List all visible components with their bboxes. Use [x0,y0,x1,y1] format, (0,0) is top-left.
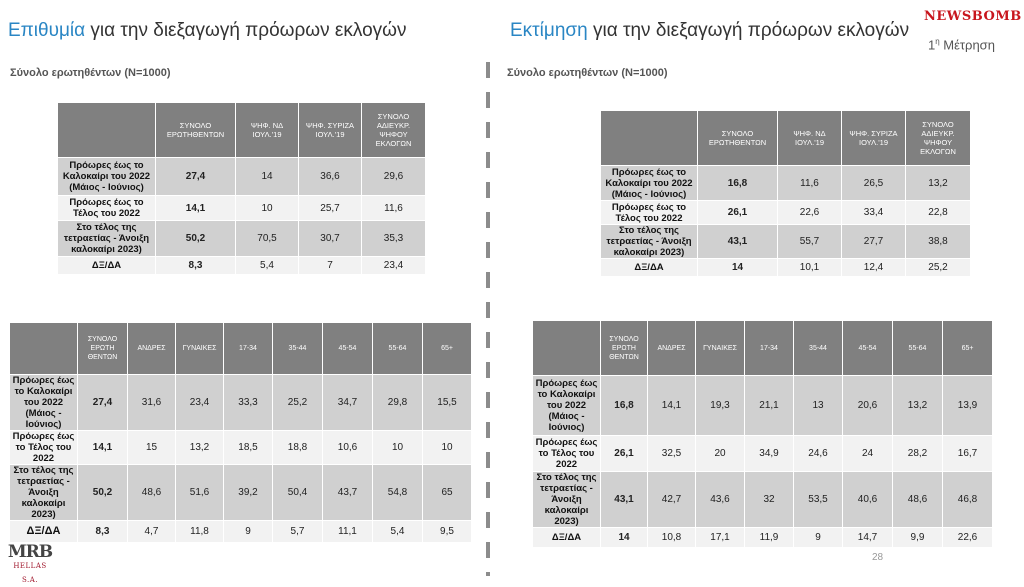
cell: 55,7 [778,225,842,259]
cell: 9 [224,521,273,543]
cell: 22,8 [906,201,971,225]
cell: 13,2 [906,166,971,201]
col-header: 35-44 [273,323,323,375]
cell: 16,8 [601,376,648,436]
col-header: 45-54 [843,321,893,376]
left-table-demographics [9,322,472,543]
cell: 34,7 [323,375,373,431]
cell: 30,7 [299,221,362,257]
col-header: 55-64 [373,323,423,375]
table-row [601,166,971,201]
cell: 43,7 [323,465,373,521]
table-row [601,259,971,277]
cell: 14,1 [648,376,696,436]
cell: 13 [794,376,843,436]
cell: 26,1 [698,201,778,225]
cell: 50,4 [273,465,323,521]
cell: 40,6 [843,472,893,528]
cell: 42,7 [648,472,696,528]
col-header: ΨΗΦ. ΣΥΡΙΖΑ ΙΟΥΛ.'19 [842,111,906,166]
measurement-label: $1^\eta$ Μέτρηση [928,37,995,53]
cell: 54,8 [373,465,423,521]
table-row [10,431,472,465]
cell: 53,5 [794,472,843,528]
col-header: ΑΝΔΡΕΣ [648,321,696,376]
cell: 5,4 [373,521,423,543]
row-label: Πρόωρες έως το Καλοκαίρι του 2022 (Μάιος - Ιούνιος) [10,375,78,431]
table-corner [58,103,156,158]
cell: 14,1 [78,431,128,465]
cell: 14 [601,528,648,548]
cell: 39,2 [224,465,273,521]
cell: 18,5 [224,431,273,465]
col-header: ΓΥΝΑΙΚΕΣ [696,321,745,376]
table-row [58,158,426,196]
row-label: Πρόωρες έως το Τέλος του 2022 [601,201,698,225]
table-row [533,376,993,436]
table-row [601,201,971,225]
cell: 9,5 [423,521,472,543]
cell: 27,7 [842,225,906,259]
col-header: 55-64 [893,321,943,376]
left-subtitle: Σύνολο ερωτηθέντων (N=1000) [10,67,171,79]
cell: 9 [794,528,843,548]
cell: 25,2 [906,259,971,277]
table-corner [10,323,78,375]
cell: 15 [128,431,176,465]
cell: 11,6 [362,196,426,221]
row-label: ΔΞ/ΔΑ [58,257,156,275]
cell: 10,1 [778,259,842,277]
cell: 10,6 [323,431,373,465]
cell: 8,3 [156,257,236,275]
table-corner [533,321,601,376]
table-row [10,521,472,543]
cell: 13,2 [176,431,224,465]
cell: 11,1 [323,521,373,543]
page-number: 28 [872,552,884,563]
col-header: ΨΗΦ. ΝΔ ΙΟΥΛ.'19 [778,111,842,166]
table-row [533,436,993,472]
cell: 24 [843,436,893,472]
cell: 22,6 [778,201,842,225]
table-row [533,472,993,528]
cell: 27,4 [78,375,128,431]
cell: 34,9 [745,436,794,472]
table-row [58,221,426,257]
cell: 32 [745,472,794,528]
row-label: Πρόωρες έως το Τέλος του 2022 [10,431,78,465]
row-label: ΔΞ/ΔΑ [601,259,698,277]
cell: 19,3 [696,376,745,436]
col-header: 35-44 [794,321,843,376]
left-title: Επιθυμία για την διεξαγωγή πρόωρων εκλογών [8,20,407,41]
col-header: ΣΥΝΟΛΟ ΕΡΩΤΗΘΕΝΤΩΝ [156,103,236,158]
cell: 11,8 [176,521,224,543]
col-header: ΑΝΔΡΕΣ [128,323,176,375]
cell: 14 [698,259,778,277]
cell: 14,1 [156,196,236,221]
cell: 14,7 [843,528,893,548]
cell: 33,4 [842,201,906,225]
row-label: ΔΞ/ΔΑ [10,521,78,543]
col-header: 17-34 [745,321,794,376]
cell: 51,6 [176,465,224,521]
cell: 26,5 [842,166,906,201]
col-header: 65+ [943,321,993,376]
right-subtitle: Σύνολο ερωτηθέντων (N=1000) [507,67,668,79]
col-header: ΣΥΝΟΛΟ ΕΡΩΤΗΘΕΝΤΩΝ [698,111,778,166]
right-table-voters [600,110,971,277]
column-divider [486,62,490,576]
table-corner [601,111,698,166]
cell: 31,6 [128,375,176,431]
cell: 7 [299,257,362,275]
newsbomb-logo: NEWSBOMB [924,9,1022,24]
col-header: ΣΥΝΟΛΟ ΑΔΙΕΥΚΡ. ΨΗΦΟΥ ΕΚΛΟΓΩΝ [906,111,971,166]
cell: 38,8 [906,225,971,259]
cell: 25,2 [273,375,323,431]
col-header: ΣΥΝΟΛΟ ΕΡΩΤΗ ΘΕΝΤΩΝ [78,323,128,375]
cell: 9,9 [893,528,943,548]
cell: 22,6 [943,528,993,548]
row-label: ΔΞ/ΔΑ [533,528,601,548]
cell: 18,8 [273,431,323,465]
cell: 23,4 [362,257,426,275]
cell: 43,6 [696,472,745,528]
cell: 11,6 [778,166,842,201]
cell: 5,7 [273,521,323,543]
cell: 10,8 [648,528,696,548]
cell: 46,8 [943,472,993,528]
table-row [58,257,426,275]
cell: 5,4 [236,257,299,275]
row-label: Πρόωρες έως το Καλοκαίρι του 2022 (Μάιος - Ιούνιος) [58,158,156,196]
cell: 29,6 [362,158,426,196]
col-header: 65+ [423,323,472,375]
left-table-voters [57,102,426,275]
cell: 8,3 [78,521,128,543]
table-row [10,465,472,521]
cell: 36,6 [299,158,362,196]
cell: 50,2 [78,465,128,521]
table-row [533,528,993,548]
row-label: Πρόωρες έως το Τέλος του 2022 [58,196,156,221]
cell: 17,1 [696,528,745,548]
cell: 48,6 [893,472,943,528]
col-header: ΣΥΝΟΛΟ ΕΡΩΤΗ ΘΕΝΤΩΝ [601,321,648,376]
row-label: Πρόωρες έως το Τέλος του 2022 [533,436,601,472]
cell: 65 [423,465,472,521]
cell: 10 [423,431,472,465]
cell: 13,9 [943,376,993,436]
cell: 4,7 [128,521,176,543]
cell: 10 [373,431,423,465]
cell: 11,9 [745,528,794,548]
cell: 25,7 [299,196,362,221]
cell: 48,6 [128,465,176,521]
cell: 26,1 [601,436,648,472]
cell: 50,2 [156,221,236,257]
cell: 20,6 [843,376,893,436]
cell: 32,5 [648,436,696,472]
row-label: Στο τέλος της τετραετίας - Άνοιξη καλοκαίρι 2023) [58,221,156,257]
col-header: ΓΥΝΑΙΚΕΣ [176,323,224,375]
cell: 23,4 [176,375,224,431]
col-header: ΨΗΦ. ΣΥΡΙΖΑ ΙΟΥΛ.'19 [299,103,362,158]
cell: 43,1 [601,472,648,528]
col-header: ΨΗΦ. ΝΔ ΙΟΥΛ.'19 [236,103,299,158]
cell: 12,4 [842,259,906,277]
mrb-logo: MRB HELLAS S.A. [7,542,53,584]
cell: 70,5 [236,221,299,257]
right-table-demographics [532,320,993,548]
right-title: Εκτίμηση για την διεξαγωγή πρόωρων εκλογών [510,20,910,41]
row-label: Πρόωρες έως το Καλοκαίρι του 2022 (Μάιος - Ιούνιος) [601,166,698,201]
cell: 29,8 [373,375,423,431]
cell: 21,1 [745,376,794,436]
col-header: ΣΥΝΟΛΟ ΑΔΙΕΥΚΡ. ΨΗΦΟΥ ΕΚΛΟΓΩΝ [362,103,426,158]
cell: 13,2 [893,376,943,436]
cell: 16,8 [698,166,778,201]
table-row [601,225,971,259]
cell: 24,6 [794,436,843,472]
table-row [10,375,472,431]
cell: 14 [236,158,299,196]
cell: 28,2 [893,436,943,472]
cell: 16,7 [943,436,993,472]
cell: 10 [236,196,299,221]
cell: 35,3 [362,221,426,257]
col-header: 45-54 [323,323,373,375]
cell: 33,3 [224,375,273,431]
cell: 27,4 [156,158,236,196]
cell: 43,1 [698,225,778,259]
row-label: Στο τέλος της τετραετίας - Άνοιξη καλοκαίρι 2023) [601,225,698,259]
row-label: Στο τέλος της τετραετίας - Άνοιξη καλοκαίρι 2023) [10,465,78,521]
table-row [58,196,426,221]
cell: 15,5 [423,375,472,431]
cell: 20 [696,436,745,472]
row-label: Στο τέλος της τετραετίας - Άνοιξη καλοκαίρι 2023) [533,472,601,528]
row-label: Πρόωρες έως το Καλοκαίρι του 2022 (Μάιος - Ιούνιος) [533,376,601,436]
col-header: 17-34 [224,323,273,375]
